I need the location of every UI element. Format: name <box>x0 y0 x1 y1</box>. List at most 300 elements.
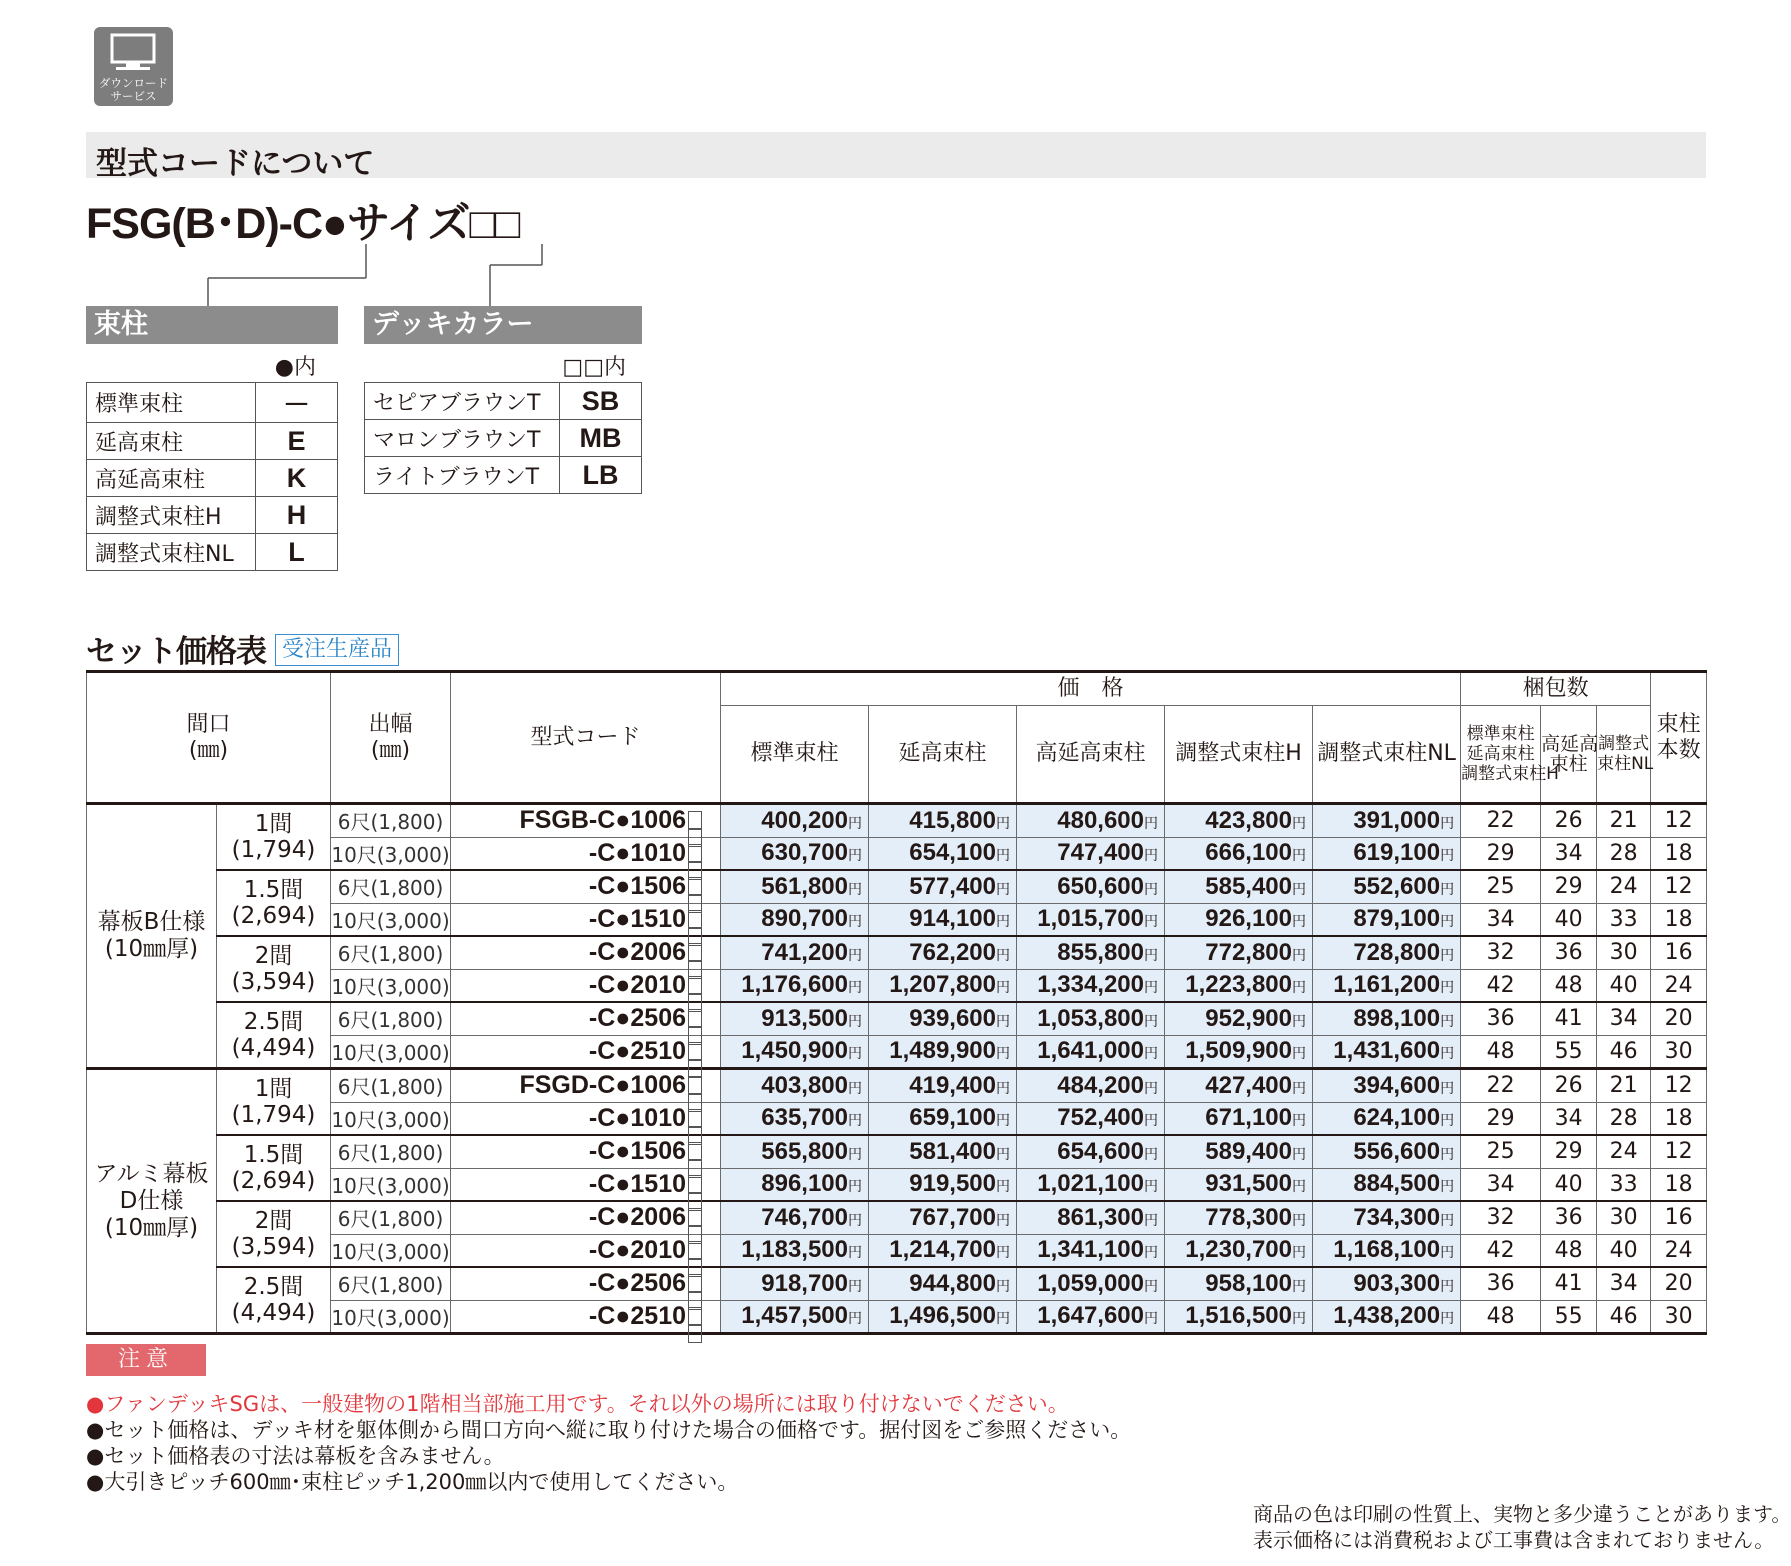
model-code-cell <box>451 1267 721 1300</box>
price-cell <box>1165 1002 1313 1035</box>
yen-unit: 円 <box>1144 1178 1159 1195</box>
width-span-mm: (2,694) <box>231 903 316 929</box>
price-value: 654,600 <box>1057 1137 1145 1165</box>
pack-count-cell: 21 <box>1597 804 1651 838</box>
yen-unit: 円 <box>1292 1145 1307 1162</box>
price-cell <box>1165 870 1313 903</box>
price-value: 624,100 <box>1353 1104 1441 1132</box>
price-cell <box>869 1102 1017 1135</box>
spec-group-name: D仕様 <box>119 1187 184 1214</box>
price-cell <box>869 969 1017 1002</box>
option-label: 調整式束柱H <box>87 497 256 534</box>
option-row <box>87 460 338 497</box>
depth-cell: 10尺(3,000) <box>331 1168 451 1201</box>
yen-unit: 円 <box>1144 913 1159 930</box>
price-cell <box>869 1234 1017 1267</box>
pack-count-cell: 42 <box>1461 969 1541 1002</box>
price-cell <box>1017 1135 1165 1168</box>
post-options-table <box>86 382 338 571</box>
price-value: 728,800 <box>1353 938 1441 966</box>
price-cell <box>1165 936 1313 969</box>
price-cell <box>869 1300 1017 1334</box>
price-value: 403,800 <box>761 1071 849 1099</box>
price-value: 1,015,700 <box>1037 905 1145 933</box>
depth-cell: 10尺(3,000) <box>331 969 451 1002</box>
yen-unit: 円 <box>996 1079 1011 1096</box>
width-span-cell <box>217 936 331 1002</box>
color-code-boxes <box>688 910 716 928</box>
pack-count-cell: 32 <box>1461 1201 1541 1234</box>
price-value: 903,300 <box>1353 1269 1441 1297</box>
width-span-label: 1.5間 <box>243 877 304 903</box>
price-value: 400,200 <box>761 806 849 834</box>
yen-unit: 円 <box>1440 1277 1455 1294</box>
pack-count-cell: 29 <box>1461 1102 1541 1135</box>
spec-group-name: 幕板B仕様 <box>97 909 206 935</box>
yen-unit: 円 <box>1292 1112 1307 1129</box>
price-cell <box>1313 1002 1461 1035</box>
option-code: E <box>256 423 338 460</box>
price-table-title: セット価格表 <box>86 634 266 670</box>
price-value: 581,400 <box>909 1137 997 1165</box>
pack-count-cell: 34 <box>1461 903 1541 936</box>
yen-unit: 円 <box>1144 1244 1159 1261</box>
price-cell <box>721 1069 869 1103</box>
caution-note: ●ファンデッキSGは、一般建物の1階相当部施工用です。それ以外の場所には取り付けないでください。 <box>86 1392 1069 1416</box>
width-span-mm: (4,494) <box>231 1035 316 1061</box>
yen-unit: 円 <box>848 913 863 930</box>
yen-unit: 円 <box>1440 880 1455 897</box>
price-value: 752,400 <box>1057 1104 1145 1132</box>
yen-unit: 円 <box>1292 847 1307 864</box>
pack-count-cell: 26 <box>1541 1069 1597 1103</box>
option-row <box>87 497 338 534</box>
yen-unit: 円 <box>1144 847 1159 864</box>
yen-unit: 円 <box>848 1012 863 1029</box>
option-code: SB <box>560 383 642 420</box>
price-value: 1,168,100 <box>1333 1236 1441 1264</box>
depth-cell: 6尺(1,800) <box>331 1135 451 1168</box>
model-code: -C●1010 <box>588 838 687 867</box>
price-value: 1,496,500 <box>889 1302 997 1330</box>
spec-group-name: アルミ幕板 <box>94 1160 209 1187</box>
footer-note: 表示価格には消費税および工事費は含まれておりません。 <box>1253 1528 1775 1552</box>
post-options-title: 束柱 <box>86 306 338 344</box>
pack-count-cell: 34 <box>1461 1168 1541 1201</box>
option-label: 延高束柱 <box>87 423 256 460</box>
price-value: 427,400 <box>1205 1071 1293 1099</box>
model-code-cell <box>451 1002 721 1035</box>
price-value: 1,183,500 <box>741 1236 849 1264</box>
price-value: 630,700 <box>761 839 849 867</box>
price-value: 939,600 <box>909 1004 997 1032</box>
pack-count-cell: 24 <box>1597 1135 1651 1168</box>
model-code-cell <box>451 1168 721 1201</box>
model-code-cell <box>451 1300 721 1334</box>
price-cell <box>1165 1135 1313 1168</box>
yen-unit: 円 <box>1440 1178 1455 1195</box>
yen-unit: 円 <box>1292 1211 1307 1228</box>
depth-cell: 6尺(1,800) <box>331 1267 451 1300</box>
pack-count-cell: 29 <box>1541 870 1597 903</box>
pack-count-cell: 21 <box>1597 1069 1651 1103</box>
header-pack-count: 梱包数 <box>1461 672 1651 706</box>
color-code-boxes <box>688 943 716 961</box>
yen-unit: 円 <box>1292 1045 1307 1062</box>
yen-unit: 円 <box>1440 814 1455 831</box>
price-value: 654,100 <box>909 839 997 867</box>
header-hext-post: 高延高束柱 <box>1017 706 1165 804</box>
price-value: 1,021,100 <box>1037 1170 1145 1198</box>
width-span-label: 2.5間 <box>243 1274 304 1300</box>
pack-count-cell: 36 <box>1541 936 1597 969</box>
table-row <box>87 1267 1707 1300</box>
width-span-label: 2.5間 <box>243 1009 304 1035</box>
price-cell <box>1017 1234 1165 1267</box>
caution-note: ●セット価格は、デッキ材を躯体側から間口方向へ縦に取り付けた場合の価格です。据付図をご参照ください。 <box>86 1418 1132 1442</box>
header-pack-adj-nl: 調整式 束柱NL <box>1597 706 1651 804</box>
yen-unit: 円 <box>848 1277 863 1294</box>
price-cell <box>1165 1267 1313 1300</box>
yen-unit: 円 <box>848 1045 863 1062</box>
price-value: 741,200 <box>761 938 849 966</box>
yen-unit: 円 <box>996 814 1011 831</box>
yen-unit: 円 <box>848 946 863 963</box>
option-label: 高延高束柱 <box>87 460 256 497</box>
color-code-boxes <box>688 1175 716 1193</box>
pack-count-cell: 36 <box>1541 1201 1597 1234</box>
yen-unit: 円 <box>848 880 863 897</box>
yen-unit: 円 <box>848 1310 863 1327</box>
price-cell <box>1017 1201 1165 1234</box>
yen-unit: 円 <box>848 814 863 831</box>
price-value: 767,700 <box>909 1203 997 1231</box>
price-value: 671,100 <box>1205 1104 1293 1132</box>
price-value: 585,400 <box>1205 872 1293 900</box>
post-count-cell: 12 <box>1651 870 1707 903</box>
depth-cell: 10尺(3,000) <box>331 1035 451 1069</box>
price-value: 659,100 <box>909 1104 997 1132</box>
price-value: 1,438,200 <box>1333 1302 1441 1330</box>
pack-count-cell: 55 <box>1541 1035 1597 1069</box>
width-span-mm: (1,794) <box>231 1102 316 1128</box>
option-code: L <box>256 534 338 571</box>
price-cell <box>869 1168 1017 1201</box>
width-span-mm: (4,494) <box>231 1300 316 1326</box>
header-model-code: 型式コード <box>451 672 721 804</box>
pack-count-cell: 33 <box>1597 1168 1651 1201</box>
yen-unit: 円 <box>1144 1145 1159 1162</box>
price-value: 423,800 <box>1205 806 1293 834</box>
price-value: 746,700 <box>761 1203 849 1231</box>
price-cell <box>1017 804 1165 838</box>
post-options-note: ●内 <box>274 355 316 380</box>
section-title: 型式コードについて <box>96 146 375 182</box>
price-cell <box>1165 1234 1313 1267</box>
price-cell <box>721 1135 869 1168</box>
price-value: 1,647,600 <box>1037 1302 1145 1330</box>
yen-unit: 円 <box>996 1178 1011 1195</box>
option-code: MB <box>560 420 642 457</box>
price-cell <box>721 936 869 969</box>
pack-count-cell: 34 <box>1597 1002 1651 1035</box>
yen-unit: 円 <box>996 847 1011 864</box>
pack-count-cell: 48 <box>1461 1035 1541 1069</box>
price-value: 952,900 <box>1205 1004 1293 1032</box>
yen-unit: 円 <box>848 1244 863 1261</box>
price-value: 619,100 <box>1353 839 1441 867</box>
price-cell <box>869 1267 1017 1300</box>
caution-note: ●セット価格表の寸法は幕板を含みません。 <box>86 1444 505 1468</box>
price-value: 879,100 <box>1353 905 1441 933</box>
table-row <box>87 1201 1707 1234</box>
yen-unit: 円 <box>1144 1045 1159 1062</box>
model-code: -C●2006 <box>588 938 687 967</box>
price-value: 1,516,500 <box>1185 1302 1293 1330</box>
pack-count-cell: 36 <box>1461 1267 1541 1300</box>
pack-count-cell: 55 <box>1541 1300 1597 1334</box>
yen-unit: 円 <box>1440 1310 1455 1327</box>
price-value: 1,431,600 <box>1333 1037 1441 1065</box>
pack-count-cell: 41 <box>1541 1267 1597 1300</box>
color-code-boxes <box>688 976 716 994</box>
price-cell <box>1165 1102 1313 1135</box>
model-code: FSGB-C●1006 <box>519 806 687 835</box>
price-value: 1,176,600 <box>741 971 849 999</box>
yen-unit: 円 <box>1292 1244 1307 1261</box>
model-code: -C●2010 <box>588 1235 687 1264</box>
width-span-mm: (2,694) <box>231 1168 316 1194</box>
price-cell <box>869 1002 1017 1035</box>
price-cell <box>721 804 869 838</box>
price-cell <box>1313 804 1461 838</box>
yen-unit: 円 <box>996 1145 1011 1162</box>
price-cell <box>869 1035 1017 1069</box>
spec-group-name: (10㎜厚) <box>104 1214 199 1241</box>
model-code-cell <box>451 1069 721 1103</box>
price-value: 419,400 <box>909 1071 997 1099</box>
yen-unit: 円 <box>1144 1012 1159 1029</box>
depth-cell: 6尺(1,800) <box>331 1201 451 1234</box>
pack-count-cell: 25 <box>1461 1135 1541 1168</box>
pack-count-cell: 40 <box>1597 1234 1651 1267</box>
yen-unit: 円 <box>1144 880 1159 897</box>
pack-count-cell: 40 <box>1541 1168 1597 1201</box>
pack-count-cell: 48 <box>1541 969 1597 1002</box>
pack-count-cell: 42 <box>1461 1234 1541 1267</box>
price-value: 1,641,000 <box>1037 1037 1145 1065</box>
pack-count-cell: 48 <box>1461 1300 1541 1334</box>
price-cell <box>1165 804 1313 838</box>
price-value: 565,800 <box>761 1137 849 1165</box>
model-code-formula: FSG(B･D)-C●サイズ□□ <box>86 200 520 248</box>
option-code: LB <box>560 457 642 494</box>
color-code-boxes <box>688 1307 716 1325</box>
price-cell <box>1313 1201 1461 1234</box>
width-span-mm: (3,594) <box>231 1234 316 1260</box>
table-row <box>87 936 1707 969</box>
price-cell <box>1017 870 1165 903</box>
post-count-cell: 18 <box>1651 903 1707 936</box>
yen-unit: 円 <box>996 1112 1011 1129</box>
price-cell <box>869 870 1017 903</box>
width-span-mm: (1,794) <box>231 837 316 863</box>
color-code-boxes <box>688 1274 716 1292</box>
spec-group-name: (10㎜厚) <box>104 936 199 962</box>
price-value: 919,500 <box>909 1170 997 1198</box>
model-code: -C●1510 <box>588 1169 687 1198</box>
model-code: -C●1506 <box>588 872 687 901</box>
depth-cell: 10尺(3,000) <box>331 1234 451 1267</box>
yen-unit: 円 <box>996 913 1011 930</box>
post-count-cell: 30 <box>1651 1300 1707 1334</box>
pack-count-cell: 28 <box>1597 1102 1651 1135</box>
depth-cell: 6尺(1,800) <box>331 1002 451 1035</box>
price-cell <box>1313 1300 1461 1334</box>
price-cell <box>1165 969 1313 1002</box>
price-cell <box>869 1069 1017 1103</box>
price-value: 1,457,500 <box>741 1302 849 1330</box>
price-cell <box>721 969 869 1002</box>
yen-unit: 円 <box>1292 979 1307 996</box>
depth-cell: 6尺(1,800) <box>331 936 451 969</box>
yen-unit: 円 <box>848 1079 863 1096</box>
yen-unit: 円 <box>848 847 863 864</box>
yen-unit: 円 <box>1440 946 1455 963</box>
price-cell <box>1017 1002 1165 1035</box>
pack-count-cell: 36 <box>1461 1002 1541 1035</box>
model-code: -C●1506 <box>588 1137 687 1166</box>
model-code-cell <box>451 969 721 1002</box>
yen-unit: 円 <box>848 1178 863 1195</box>
width-span-cell <box>217 1135 331 1201</box>
post-count-cell: 12 <box>1651 804 1707 838</box>
price-cell <box>1313 936 1461 969</box>
price-cell <box>1313 1135 1461 1168</box>
post-count-cell: 18 <box>1651 837 1707 870</box>
option-row <box>87 534 338 571</box>
price-cell <box>1017 1300 1165 1334</box>
price-value: 931,500 <box>1205 1170 1293 1198</box>
price-value: 914,100 <box>909 905 997 933</box>
price-cell <box>721 1102 869 1135</box>
yen-unit: 円 <box>996 946 1011 963</box>
width-span-label: 1.5間 <box>243 1142 304 1168</box>
pack-count-cell: 46 <box>1597 1035 1651 1069</box>
price-value: 556,600 <box>1353 1137 1441 1165</box>
option-row <box>365 420 642 457</box>
yen-unit: 円 <box>996 1310 1011 1327</box>
price-cell <box>1017 1168 1165 1201</box>
deck-color-note: □□内 <box>562 355 626 380</box>
pack-count-cell: 28 <box>1597 837 1651 870</box>
post-count-cell: 16 <box>1651 936 1707 969</box>
model-code-cell <box>451 936 721 969</box>
option-label: 調整式束柱NL <box>87 534 256 571</box>
price-value: 484,200 <box>1057 1071 1145 1099</box>
post-count-cell: 20 <box>1651 1002 1707 1035</box>
model-code-cell <box>451 903 721 936</box>
yen-unit: 円 <box>848 979 863 996</box>
price-cell <box>869 1135 1017 1168</box>
price-cell <box>721 1035 869 1069</box>
width-span-cell <box>217 1267 331 1334</box>
yen-unit: 円 <box>1440 1211 1455 1228</box>
price-value: 861,300 <box>1057 1203 1145 1231</box>
model-code: -C●1010 <box>588 1103 687 1132</box>
depth-cell: 10尺(3,000) <box>331 1102 451 1135</box>
model-code-cell <box>451 870 721 903</box>
price-cell <box>1313 1234 1461 1267</box>
price-cell <box>1017 837 1165 870</box>
yen-unit: 円 <box>996 1045 1011 1062</box>
yen-unit: 円 <box>1440 979 1455 996</box>
yen-unit: 円 <box>848 1112 863 1129</box>
price-value: 896,100 <box>761 1170 849 1198</box>
price-cell <box>1313 969 1461 1002</box>
price-cell <box>721 837 869 870</box>
badge-label-line1: ダウンロード <box>99 76 168 90</box>
yen-unit: 円 <box>1440 1045 1455 1062</box>
header-pack-hext: 高延高 束柱 <box>1541 706 1597 804</box>
pack-count-cell: 40 <box>1597 969 1651 1002</box>
width-span-label: 2間 <box>254 943 293 969</box>
option-label: セピアブラウンT <box>365 383 560 420</box>
badge-label-line2: サービス <box>110 89 157 103</box>
price-value: 778,300 <box>1205 1203 1293 1231</box>
price-cell <box>1313 870 1461 903</box>
price-value: 1,341,100 <box>1037 1236 1145 1264</box>
yen-unit: 円 <box>1144 1112 1159 1129</box>
header-pack-std: 標準束柱 延高束柱 調整式束柱H <box>1461 706 1541 804</box>
depth-cell: 6尺(1,800) <box>331 1069 451 1103</box>
post-count-cell: 24 <box>1651 969 1707 1002</box>
model-code: -C●2010 <box>588 970 687 999</box>
price-cell <box>1165 1300 1313 1334</box>
yen-unit: 円 <box>1144 979 1159 996</box>
price-value: 884,500 <box>1353 1170 1441 1198</box>
price-cell <box>1017 1069 1165 1103</box>
price-value: 1,334,200 <box>1037 971 1145 999</box>
price-cell <box>869 936 1017 969</box>
color-code-boxes <box>688 1042 716 1060</box>
yen-unit: 円 <box>1440 1145 1455 1162</box>
price-value: 394,600 <box>1353 1071 1441 1099</box>
set-price-table <box>86 670 1707 1335</box>
yen-unit: 円 <box>1292 1178 1307 1195</box>
color-code-boxes <box>688 1109 716 1127</box>
model-code-cell <box>451 1135 721 1168</box>
model-code-cell <box>451 1035 721 1069</box>
price-value: 666,100 <box>1205 839 1293 867</box>
yen-unit: 円 <box>1440 1079 1455 1096</box>
yen-unit: 円 <box>1144 814 1159 831</box>
header-std-post: 標準束柱 <box>721 706 869 804</box>
color-code-boxes <box>688 1076 716 1094</box>
color-code-boxes <box>688 811 716 829</box>
header-adj-h-post: 調整式束柱H <box>1165 706 1313 804</box>
price-value: 734,300 <box>1353 1203 1441 1231</box>
price-cell <box>721 1267 869 1300</box>
yen-unit: 円 <box>1144 1079 1159 1096</box>
option-label: 標準束柱 <box>87 383 256 423</box>
yen-unit: 円 <box>1292 1310 1307 1327</box>
price-value: 650,600 <box>1057 872 1145 900</box>
option-code: H <box>256 497 338 534</box>
header-adj-nl-post: 調整式束柱NL <box>1313 706 1461 804</box>
price-cell <box>1165 837 1313 870</box>
pack-count-cell: 25 <box>1461 870 1541 903</box>
